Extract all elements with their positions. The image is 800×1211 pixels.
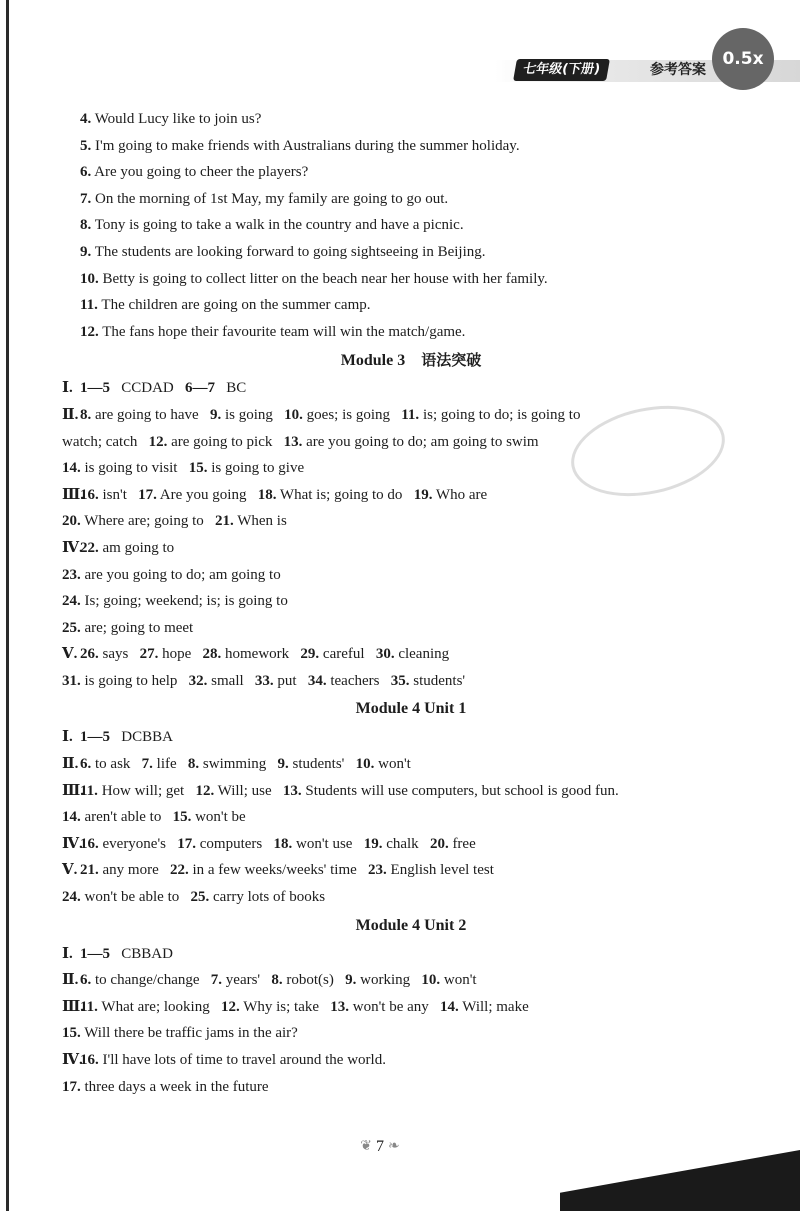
answer-text bbox=[80, 111, 261, 127]
item-number: 16. bbox=[80, 1052, 99, 1068]
answer-line bbox=[0, 562, 800, 589]
item-number: 17. bbox=[62, 1078, 81, 1095]
answer-segment: Why is; take bbox=[239, 998, 331, 1015]
item-number: 5. bbox=[80, 137, 92, 154]
answer-line bbox=[0, 455, 800, 482]
answer-segment: Students will use computers, but school is good fun. bbox=[301, 782, 619, 799]
item-number: 21. bbox=[80, 862, 99, 879]
section-numeral: Ⅰ. bbox=[62, 380, 73, 397]
item-number: 22. bbox=[80, 539, 99, 556]
item-number: 15. bbox=[188, 460, 208, 477]
answer-text bbox=[80, 164, 308, 180]
answer-segment: Will there be traffic jams in the air? bbox=[80, 1025, 298, 1042]
item-number: 4. bbox=[80, 111, 92, 127]
answer-segment: put bbox=[273, 672, 308, 689]
answer-line bbox=[0, 402, 800, 429]
answer-segment: watch; catch bbox=[62, 433, 149, 450]
item-number: 35. bbox=[390, 672, 410, 689]
item-number: 6—7 bbox=[185, 380, 216, 397]
answer-key-label: 参考答案 bbox=[650, 62, 706, 78]
item-number: 12. bbox=[148, 433, 168, 450]
answer-segment: Will; make bbox=[458, 998, 529, 1015]
item-number: 11. bbox=[80, 998, 98, 1015]
answer-segment: won't use bbox=[292, 835, 364, 852]
answer-text bbox=[80, 380, 246, 396]
answer-line bbox=[0, 751, 800, 778]
answer-line bbox=[0, 106, 800, 133]
answer-line bbox=[0, 857, 800, 884]
answer-line bbox=[0, 239, 800, 266]
answer-segment: DCBBA bbox=[110, 729, 173, 746]
item-number: 9. bbox=[80, 243, 92, 260]
item-number: 22. bbox=[169, 862, 189, 879]
item-number: 21. bbox=[215, 513, 234, 530]
answer-line bbox=[0, 884, 800, 911]
item-number: 23. bbox=[62, 566, 81, 583]
answer-segment: to ask bbox=[91, 756, 142, 773]
answer-segment: won't be bbox=[191, 809, 246, 826]
answer-segment: is going to visit bbox=[80, 460, 189, 477]
item-number: 19. bbox=[363, 835, 383, 852]
item-number: 30. bbox=[375, 646, 395, 663]
answer-segment: are going to pick bbox=[167, 433, 284, 450]
answer-line bbox=[0, 615, 800, 642]
answer-segment: The children are going on the summer camp. bbox=[97, 297, 371, 314]
answer-segment: is going bbox=[221, 406, 285, 423]
answer-text bbox=[62, 513, 287, 529]
answer-text bbox=[80, 244, 486, 260]
answer-segment: Are you going to cheer the players? bbox=[91, 164, 309, 181]
section-numeral: Ⅰ. bbox=[62, 945, 73, 962]
answer-segment: years' bbox=[222, 972, 272, 989]
item-number: 17. bbox=[177, 835, 197, 852]
answer-segment: How will; get bbox=[97, 782, 196, 799]
item-number: 18. bbox=[273, 835, 293, 852]
answer-segment: Tony is going to take a walk in the country and have a picnic. bbox=[91, 217, 464, 234]
answer-text bbox=[80, 729, 173, 745]
section-numeral: Ⅲ. bbox=[62, 782, 85, 799]
answer-segment: any more bbox=[98, 862, 170, 879]
answer-text bbox=[62, 809, 246, 825]
answer-segment: homework bbox=[221, 646, 301, 663]
answer-segment: On the morning of 1st May, my family are going to go out. bbox=[91, 190, 449, 207]
answer-line bbox=[0, 292, 800, 319]
item-number: 12. bbox=[195, 782, 215, 799]
answer-segment: What are; looking bbox=[97, 998, 221, 1015]
answer-segment: everyone's bbox=[98, 835, 178, 852]
item-number: 14. bbox=[62, 460, 81, 477]
answer-line bbox=[0, 429, 800, 456]
answer-text bbox=[62, 1025, 298, 1041]
answer-line bbox=[0, 375, 800, 402]
item-number: 25. bbox=[190, 889, 210, 906]
answer-text bbox=[80, 972, 477, 988]
item-number: 8. bbox=[80, 406, 92, 423]
item-number: 29. bbox=[300, 646, 320, 663]
answer-text bbox=[80, 1052, 386, 1068]
answer-segment: working bbox=[356, 972, 422, 989]
answer-text bbox=[62, 434, 539, 450]
section-numeral: Ⅳ. bbox=[62, 539, 83, 556]
answer-segment: CCDAD bbox=[110, 380, 186, 397]
answer-segment: computers bbox=[196, 835, 274, 852]
answer-line bbox=[0, 967, 800, 994]
answer-segment: Who are bbox=[432, 486, 488, 503]
answer-segment: Would Lucy like to join us? bbox=[91, 111, 262, 127]
section-numeral: Ⅲ. bbox=[62, 486, 85, 503]
answer-text bbox=[62, 460, 304, 476]
item-number: 10. bbox=[284, 406, 303, 423]
item-number: 10. bbox=[355, 756, 375, 773]
item-number: 28. bbox=[202, 646, 222, 663]
item-number: 13. bbox=[283, 433, 303, 450]
item-number: 31. bbox=[62, 672, 81, 689]
answer-text bbox=[62, 889, 325, 905]
answer-line bbox=[0, 212, 800, 239]
section-numeral: Ⅰ. bbox=[62, 729, 73, 746]
item-number: 1—5 bbox=[80, 729, 110, 746]
answer-line bbox=[0, 668, 800, 695]
answer-text bbox=[62, 620, 193, 636]
item-number: 34. bbox=[307, 672, 327, 689]
answer-segment: English level test bbox=[386, 862, 494, 879]
item-number: 6. bbox=[80, 164, 92, 181]
answer-text bbox=[80, 862, 494, 878]
leaf-left-icon: ❦ bbox=[360, 1139, 372, 1155]
leaf-right-icon: ❧ bbox=[388, 1139, 400, 1155]
answer-segment: When is bbox=[233, 513, 287, 530]
answer-segment: is; going to do; is going to bbox=[419, 406, 581, 423]
answer-segment: CBBAD bbox=[110, 945, 173, 962]
item-number: 6. bbox=[80, 972, 92, 989]
item-number: 13. bbox=[282, 782, 302, 799]
item-number: 8. bbox=[187, 756, 200, 773]
item-number: 16. bbox=[80, 835, 99, 852]
answer-segment: cleaning bbox=[394, 646, 450, 663]
answer-segment: swimming bbox=[199, 756, 278, 773]
answer-text bbox=[80, 946, 173, 962]
answer-segment: The fans hope their favourite team will win the match/game. bbox=[98, 323, 466, 340]
item-number: 32. bbox=[188, 672, 208, 689]
answer-segment: I'll have lots of time to travel around the world. bbox=[98, 1052, 386, 1068]
item-number: 25. bbox=[62, 619, 81, 636]
answer-text bbox=[80, 407, 580, 423]
answer-text bbox=[80, 138, 520, 154]
answer-line bbox=[0, 319, 800, 346]
answer-text bbox=[80, 191, 448, 207]
answer-segment: three days a week in the future bbox=[80, 1078, 269, 1095]
answer-segment: students' bbox=[409, 672, 466, 689]
playback-speed-button[interactable]: 0.5x bbox=[712, 28, 774, 90]
answer-segment: are going to have bbox=[91, 406, 210, 423]
answer-text bbox=[62, 673, 465, 689]
answer-text bbox=[80, 324, 465, 340]
item-number: 12. bbox=[220, 998, 240, 1015]
item-number: 15. bbox=[62, 1025, 81, 1042]
item-number: 15. bbox=[172, 809, 192, 826]
answer-segment: Where are; going to bbox=[80, 513, 216, 530]
answer-segment: Betty is going to collect litter on the beach near her house with her family. bbox=[98, 270, 548, 287]
answer-segment: in a few weeks/weeks' time bbox=[188, 862, 369, 879]
item-number: 11. bbox=[401, 406, 420, 423]
answer-text bbox=[80, 756, 411, 772]
answer-segment: carry lots of books bbox=[209, 889, 326, 906]
item-number: 9. bbox=[277, 756, 289, 773]
answer-segment: are you going to do; am going to swim bbox=[302, 433, 539, 450]
answer-text bbox=[80, 783, 619, 799]
answer-segment: life bbox=[152, 756, 188, 773]
answer-segment: students' bbox=[288, 756, 356, 773]
answer-text bbox=[80, 217, 464, 233]
item-number: 14. bbox=[62, 809, 81, 826]
item-number: 27. bbox=[139, 646, 159, 663]
answer-segment: says bbox=[98, 646, 140, 663]
answer-segment: chalk bbox=[382, 835, 430, 852]
answer-segment: free bbox=[448, 835, 476, 852]
answer-line bbox=[0, 159, 800, 186]
item-number: 20. bbox=[62, 513, 81, 530]
answer-segment: isn't bbox=[98, 486, 139, 503]
item-number: 10. bbox=[421, 972, 441, 989]
answer-segment: Is; going; weekend; is; is going to bbox=[80, 593, 288, 610]
section-title: Module 3 bbox=[340, 352, 406, 370]
item-number: 23. bbox=[368, 862, 387, 879]
item-number: 7. bbox=[141, 756, 153, 773]
answer-line bbox=[0, 588, 800, 615]
answer-text bbox=[80, 487, 487, 503]
item-number: 24. bbox=[62, 593, 81, 610]
answer-line bbox=[0, 535, 800, 562]
item-number: 6. bbox=[80, 756, 92, 773]
answer-segment: hope bbox=[158, 646, 203, 663]
answer-line bbox=[0, 1020, 800, 1047]
answer-line bbox=[0, 778, 800, 805]
answer-segment: won't bbox=[440, 972, 477, 989]
answer-segment: am going to bbox=[98, 539, 175, 556]
section-numeral: Ⅱ. bbox=[62, 756, 79, 773]
page-footer bbox=[340, 1132, 420, 1162]
item-number: 20. bbox=[429, 835, 449, 852]
page-number: 7 bbox=[376, 1138, 384, 1155]
section-subtitle: 语法突破 bbox=[421, 351, 482, 370]
answer-segment: won't be able to bbox=[80, 889, 191, 906]
answer-line bbox=[0, 186, 800, 213]
section-numeral: Ⅳ. bbox=[62, 1052, 83, 1068]
answer-text bbox=[80, 646, 449, 662]
item-number: 33. bbox=[254, 672, 274, 689]
answer-line bbox=[0, 1047, 800, 1074]
answer-text bbox=[62, 1079, 269, 1095]
answer-segment: won't bbox=[374, 756, 411, 773]
answer-segment: Will; use bbox=[214, 782, 283, 799]
answer-line bbox=[0, 831, 800, 858]
answer-segment: to change/change bbox=[91, 972, 211, 989]
footer-decoration bbox=[560, 1150, 800, 1211]
answer-text bbox=[80, 999, 529, 1015]
answer-segment: robot(s) bbox=[282, 972, 346, 989]
item-number: 8. bbox=[80, 217, 92, 234]
answer-line bbox=[0, 133, 800, 160]
answer-text bbox=[62, 567, 281, 583]
answer-segment: BC bbox=[215, 380, 247, 397]
item-number: 14. bbox=[440, 998, 459, 1015]
item-number: 17. bbox=[138, 486, 157, 503]
answer-text bbox=[80, 836, 476, 852]
answer-segment: are you going to do; am going to bbox=[80, 566, 281, 583]
section-title: Module 4 Unit 1 bbox=[355, 700, 467, 718]
answer-segment: small bbox=[207, 672, 255, 689]
answer-line bbox=[0, 724, 800, 751]
section-heading bbox=[0, 345, 800, 375]
answer-segment: aren't able to bbox=[80, 809, 173, 826]
section-numeral: Ⅴ. bbox=[62, 862, 78, 879]
item-number: 9. bbox=[209, 406, 222, 423]
answer-segment: careful bbox=[319, 646, 376, 663]
answer-segment: The students are looking forward to going sightseeing in Beijing. bbox=[91, 243, 486, 260]
item-number: 1—5 bbox=[80, 380, 110, 397]
answer-text bbox=[62, 593, 288, 609]
answer-segment: I'm going to make friends with Australians during the summer holiday. bbox=[91, 137, 520, 154]
item-number: 24. bbox=[62, 889, 81, 906]
answer-line bbox=[0, 941, 800, 968]
section-title: Module 4 Unit 2 bbox=[355, 916, 467, 934]
item-number: 7. bbox=[80, 190, 92, 207]
section-heading bbox=[0, 911, 800, 941]
item-number: 11. bbox=[80, 782, 98, 799]
item-number: 19. bbox=[413, 486, 433, 503]
item-number: 9. bbox=[345, 972, 357, 989]
answer-text bbox=[80, 297, 371, 313]
answer-segment: goes; is going bbox=[302, 406, 402, 423]
section-numeral: Ⅴ. bbox=[62, 646, 78, 663]
item-number: 13. bbox=[330, 998, 350, 1015]
grade-badge: 七年级(下册) bbox=[513, 59, 610, 81]
answer-segment: won't be any bbox=[349, 998, 441, 1015]
answer-line bbox=[0, 641, 800, 668]
section-numeral: Ⅳ. bbox=[62, 835, 83, 852]
answer-segment: teachers bbox=[326, 672, 391, 689]
section-numeral: Ⅱ. bbox=[62, 972, 79, 989]
answer-segment: is going to help bbox=[80, 672, 189, 689]
answer-text bbox=[80, 271, 548, 287]
answer-line bbox=[0, 482, 800, 509]
item-number: 1—5 bbox=[80, 945, 110, 962]
item-number: 12. bbox=[80, 323, 99, 340]
item-number: 26. bbox=[80, 646, 99, 663]
section-numeral: Ⅲ. bbox=[62, 998, 85, 1015]
section-heading bbox=[0, 694, 800, 724]
answer-line bbox=[0, 804, 800, 831]
answer-line bbox=[0, 508, 800, 535]
item-number: 8. bbox=[271, 972, 283, 989]
answer-text bbox=[80, 540, 174, 556]
answer-line bbox=[0, 1074, 800, 1101]
section-numeral: Ⅱ. bbox=[62, 406, 79, 423]
item-number: 11. bbox=[80, 297, 98, 314]
answer-line bbox=[0, 266, 800, 293]
item-number: 18. bbox=[257, 486, 277, 503]
answer-segment: What is; going to do bbox=[276, 486, 414, 503]
answer-line bbox=[0, 994, 800, 1021]
item-number: 7. bbox=[210, 972, 223, 989]
item-number: 10. bbox=[80, 270, 99, 287]
item-number: 16. bbox=[80, 486, 99, 503]
answer-segment: are; going to meet bbox=[80, 619, 194, 636]
answer-segment: Are you going bbox=[156, 486, 258, 503]
answer-segment: is going to give bbox=[207, 460, 305, 477]
answer-content bbox=[0, 106, 800, 1100]
